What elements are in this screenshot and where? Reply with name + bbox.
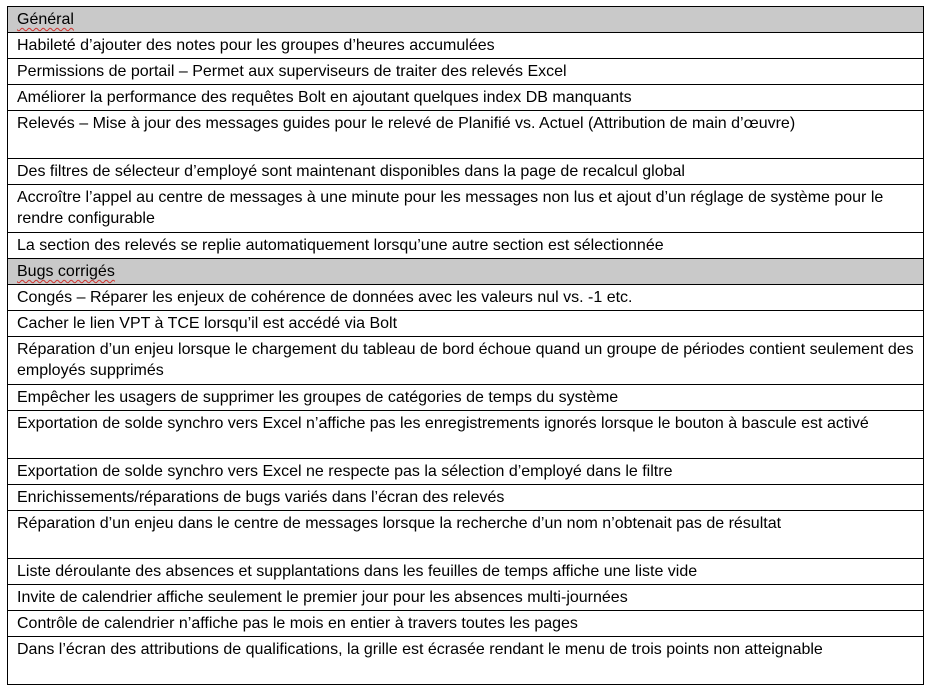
table-row	[8, 159, 924, 185]
item-text: Congés – Réparer les enjeux de cohérence de données avec les valeurs nul vs. -1 etc.	[8, 285, 924, 311]
item-text: Habileté d’ajouter des notes pour les groupes d’heures accumulées	[8, 33, 924, 59]
section-header-cell	[8, 259, 924, 285]
item-text: Exportation de solde synchro vers Excel n’affiche pas les enregistrements ignorés lorsque le bouton à bascule est activé	[8, 411, 924, 459]
release-notes-table	[7, 6, 924, 685]
table-row	[8, 385, 924, 411]
item-text: Améliorer la performance des requêtes Bolt en ajoutant quelques index DB manquants	[8, 85, 924, 111]
item-text: Cacher le lien VPT à TCE lorsqu’il est accédé via Bolt	[8, 311, 924, 337]
table-row	[8, 233, 924, 259]
item-text: Réparation d’un enjeu dans le centre de messages lorsque la recherche d’un nom n’obtenait pas de résultat	[8, 511, 924, 559]
table-row	[8, 585, 924, 611]
table-row	[8, 637, 924, 685]
section-header-bugs	[8, 259, 924, 285]
table-row	[8, 459, 924, 485]
item-text: Des filtres de sélecteur d’employé sont maintenant disponibles dans la page de recalcul global	[8, 159, 924, 185]
table-row	[8, 285, 924, 311]
item-text: La section des relevés se replie automatiquement lorsqu’une autre section est sélectionnée	[8, 233, 924, 259]
item-text: Relevés – Mise à jour des messages guides pour le relevé de Planifié vs. Actuel (Attribution de main d’œuvre)	[8, 111, 924, 159]
item-text: Réparation d’un enjeu lorsque le chargement du tableau de bord échoue quand un groupe de périodes contient seulement des employés supprimés	[8, 337, 924, 385]
table-row	[8, 485, 924, 511]
item-text: Liste déroulante des absences et supplantations dans les feuilles de temps affiche une liste vide	[8, 559, 924, 585]
section-title: Général	[17, 11, 74, 28]
item-text: Contrôle de calendrier n’affiche pas le mois en entier à travers toutes les pages	[8, 611, 924, 637]
item-text: Invite de calendrier affiche seulement le premier jour pour les absences multi-journées	[8, 585, 924, 611]
table-row	[8, 85, 924, 111]
table-row	[8, 185, 924, 233]
item-text: Dans l’écran des attributions de qualifications, la grille est écrasée rendant le menu de trois points non atteignable	[8, 637, 924, 685]
table-row	[8, 559, 924, 585]
item-text: Empêcher les usagers de supprimer les groupes de catégories de temps du système	[8, 385, 924, 411]
table-row	[8, 337, 924, 385]
section-title: Bugs corrigés	[17, 263, 115, 280]
table-row	[8, 311, 924, 337]
item-text: Permissions de portail – Permet aux superviseurs de traiter des relevés Excel	[8, 59, 924, 85]
section-header-general	[8, 7, 924, 33]
item-text: Enrichissements/réparations de bugs variés dans l’écran des relevés	[8, 485, 924, 511]
item-text: Exportation de solde synchro vers Excel ne respecte pas la sélection d’employé dans le filtre	[8, 459, 924, 485]
table-row	[8, 111, 924, 159]
item-text: Accroître l’appel au centre de messages à une minute pour les messages non lus et ajout d’un réglage de système pour le rendre configurable	[8, 185, 924, 233]
table-row	[8, 611, 924, 637]
table-row	[8, 33, 924, 59]
section-header-cell	[8, 7, 924, 33]
table-row	[8, 59, 924, 85]
table-row	[8, 511, 924, 559]
table-row	[8, 411, 924, 459]
